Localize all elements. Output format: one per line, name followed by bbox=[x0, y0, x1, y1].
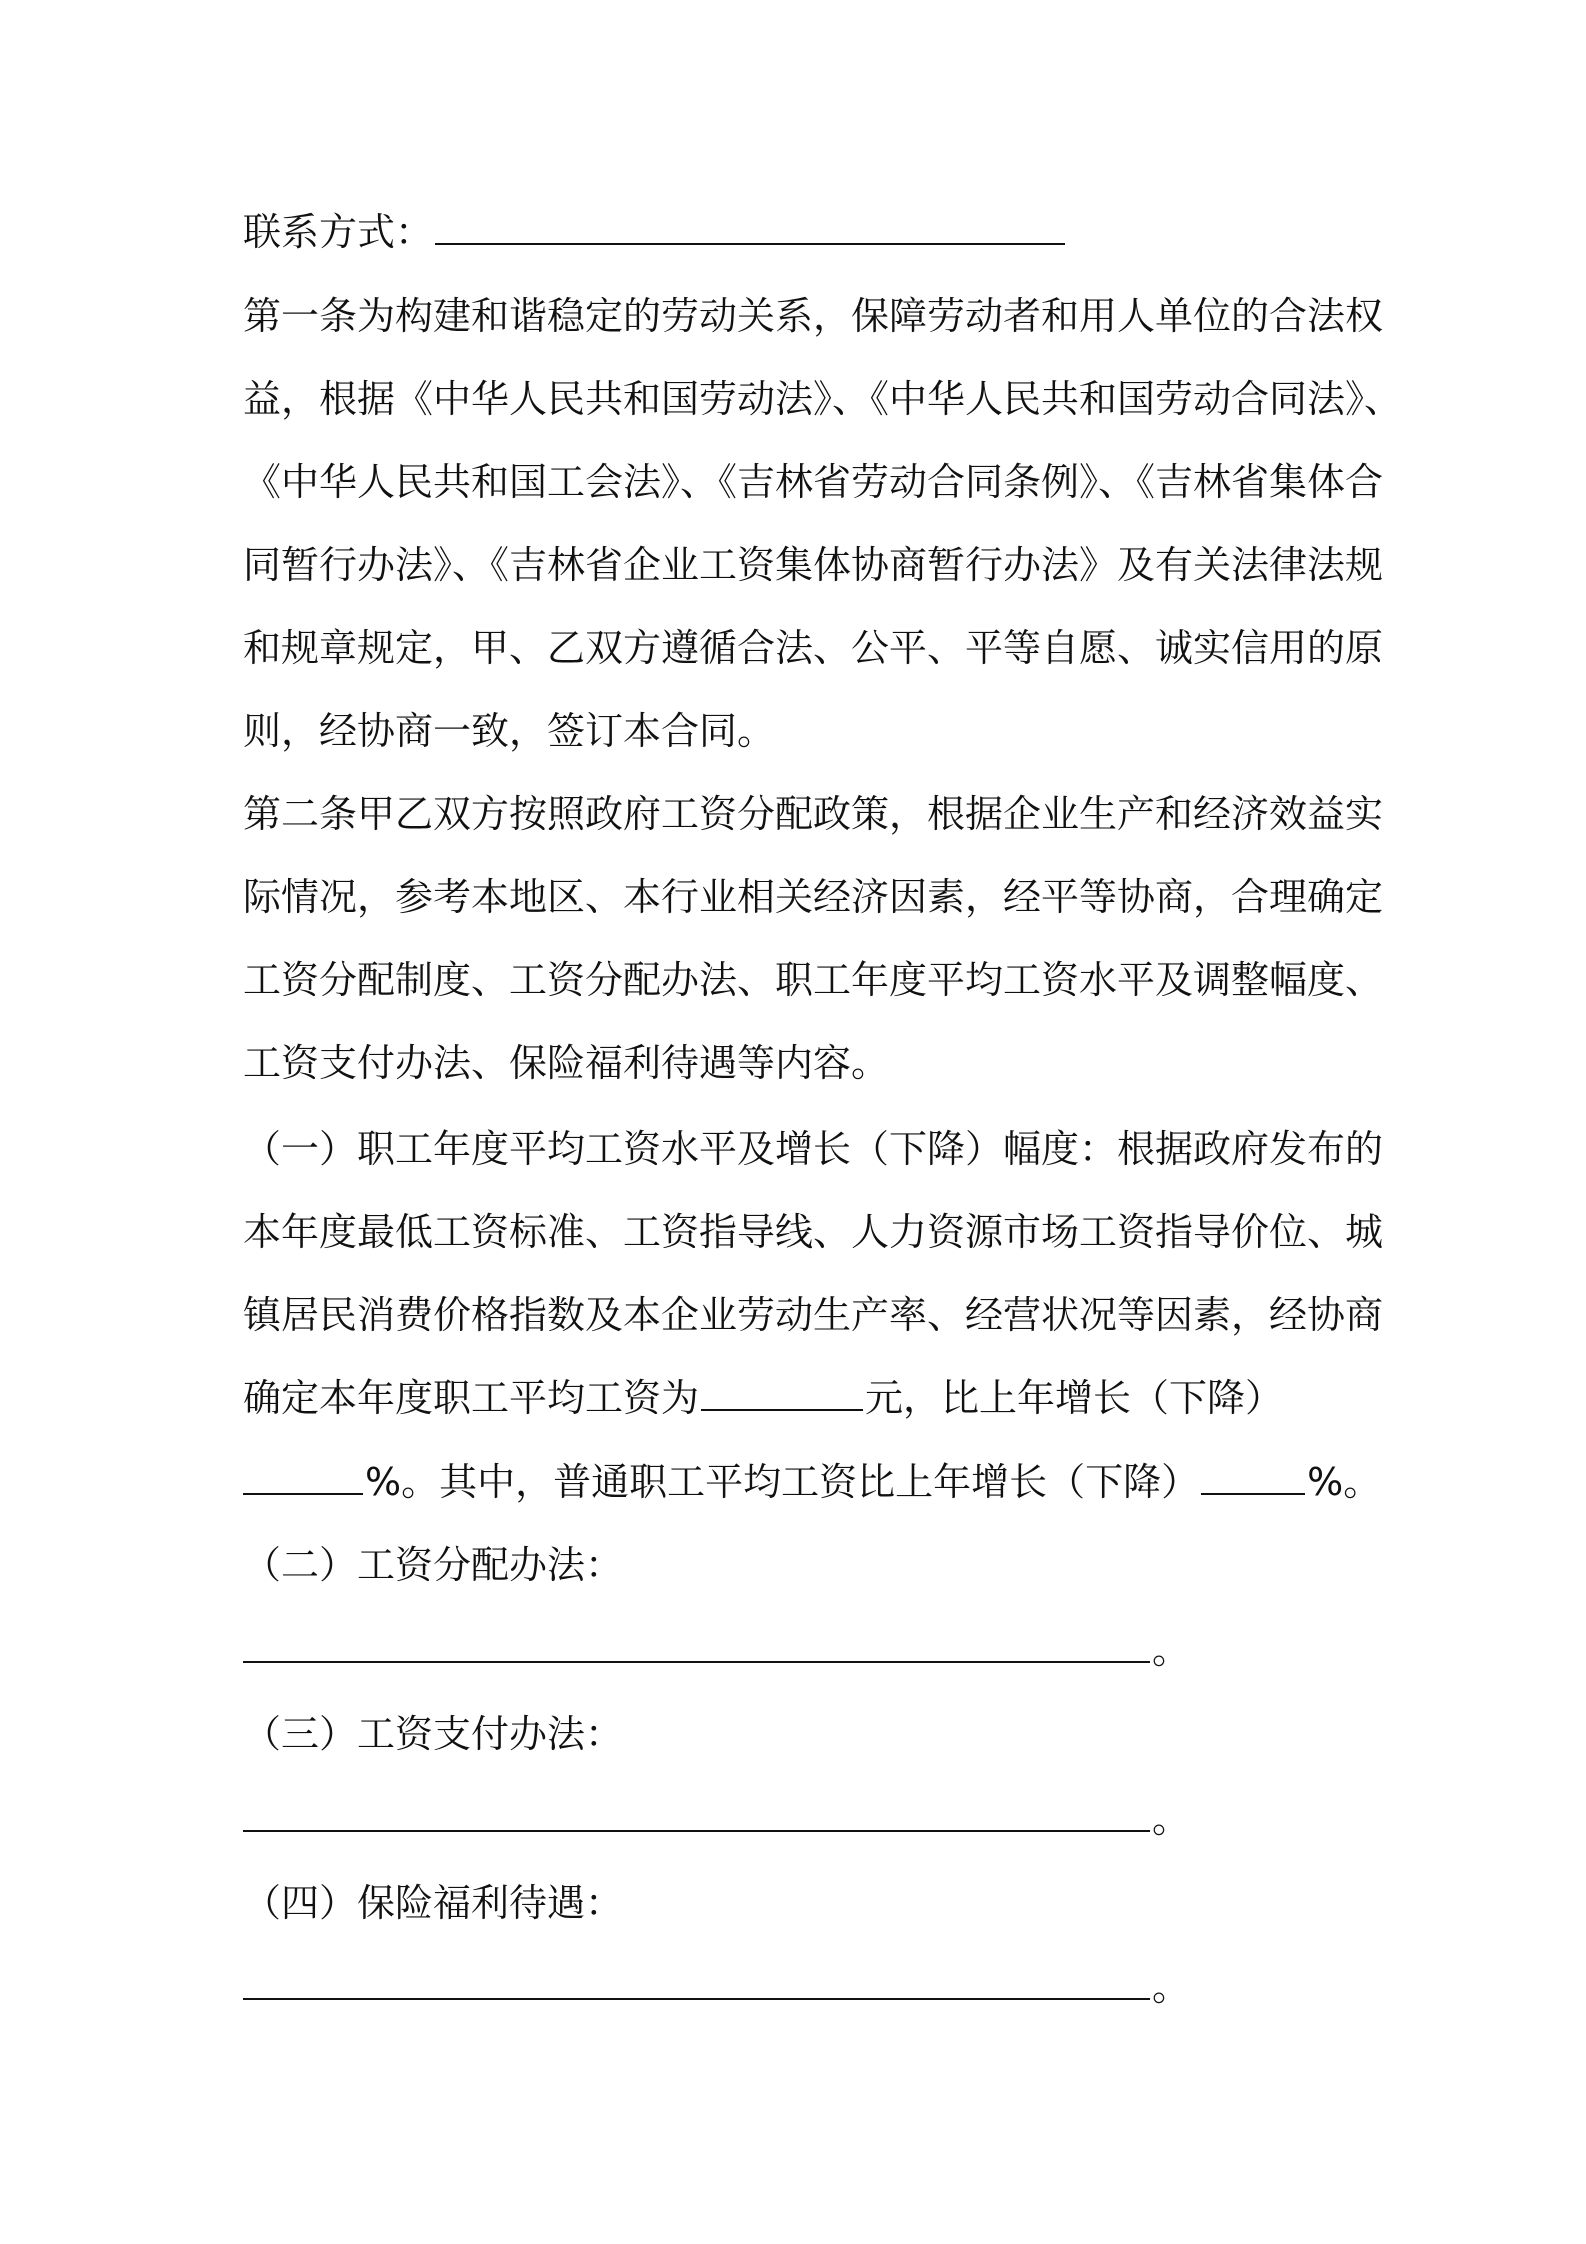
average-salary-blank-field[interactable] bbox=[701, 1375, 863, 1411]
growth-suffix-text: %。 bbox=[1307, 1460, 1382, 1504]
article1-line-3: 《中华人民共和国工会法》、《吉林省劳动合同条例》、《吉林省集体合 bbox=[243, 460, 1384, 504]
section1-line-2: 本年度最低工资标准、工资指导线、人力资源市场工资指导价位、城 bbox=[243, 1210, 1384, 1254]
contact-line bbox=[243, 208, 1067, 256]
section1-line-4 bbox=[243, 1374, 1283, 1422]
salary-suffix-text: 元，比上年增长（下降） bbox=[865, 1376, 1284, 1420]
article2-line-2: 际情况，参考本地区、本行业相关经济因素，经平等协商，合理确定 bbox=[243, 875, 1384, 919]
section4-blank-line bbox=[243, 1963, 1190, 2011]
salary-prefix-text: 确定本年度职工平均工资为 bbox=[243, 1376, 700, 1420]
section2-blank-line bbox=[243, 1626, 1190, 1674]
article2-line-4: 工资支付办法、保险福利待遇等内容。 bbox=[243, 1041, 890, 1085]
section4-heading: （四）保险福利待遇： bbox=[243, 1881, 624, 1925]
growth-middle-text: %。其中，普通职工平均工资比上年增长（下降） bbox=[365, 1460, 1200, 1504]
insurance-welfare-blank-field[interactable] bbox=[243, 1964, 1150, 2000]
wage-distribution-blank-field[interactable] bbox=[243, 1627, 1150, 1663]
section1-line-1: （一）职工年度平均工资水平及增长（下降）幅度：根据政府发布的 bbox=[243, 1127, 1384, 1171]
contact-label: 联系方式： bbox=[243, 210, 434, 254]
article2-line-3: 工资分配制度、工资分配办法、职工年度平均工资水平及调整幅度、 bbox=[243, 958, 1384, 1002]
article1-line-5: 和规章规定，甲、乙双方遵循合法、公平、平等自愿、诚实信用的原 bbox=[243, 626, 1384, 670]
article2-line-1: 第二条甲乙双方按照政府工资分配政策，根据企业生产和经济效益实 bbox=[243, 792, 1384, 836]
section2-end-mark: 。 bbox=[1152, 1628, 1191, 1672]
article1-line-1: 第一条为构建和谐稳定的劳动关系，保障劳动者和用人单位的合法权 bbox=[243, 294, 1384, 338]
growth-percent-blank-field[interactable] bbox=[243, 1459, 363, 1495]
section3-heading: （三）工资支付办法： bbox=[243, 1712, 624, 1756]
wage-payment-blank-field[interactable] bbox=[243, 1796, 1150, 1832]
section3-blank-line bbox=[243, 1795, 1190, 1843]
contact-blank-field[interactable] bbox=[435, 209, 1065, 245]
section4-end-mark: 。 bbox=[1152, 1965, 1191, 2009]
section1-line-3: 镇居民消费价格指数及本企业劳动生产率、经营状况等因素，经协商 bbox=[243, 1293, 1384, 1337]
article1-line-2: 益，根据《中华人民共和国劳动法》、《中华人民共和国劳动合同法》、 bbox=[243, 377, 1403, 421]
section2-heading: （二）工资分配办法： bbox=[243, 1543, 624, 1587]
section1-line-5 bbox=[243, 1458, 1381, 1506]
article1-line-4: 同暂行办法》、《吉林省企业工资集体协商暂行办法》及有关法律法规 bbox=[243, 543, 1384, 587]
section3-end-mark: 。 bbox=[1152, 1797, 1191, 1841]
ordinary-growth-percent-blank-field[interactable] bbox=[1201, 1459, 1305, 1495]
article1-line-6: 则，经协商一致，签订本合同。 bbox=[243, 709, 776, 753]
